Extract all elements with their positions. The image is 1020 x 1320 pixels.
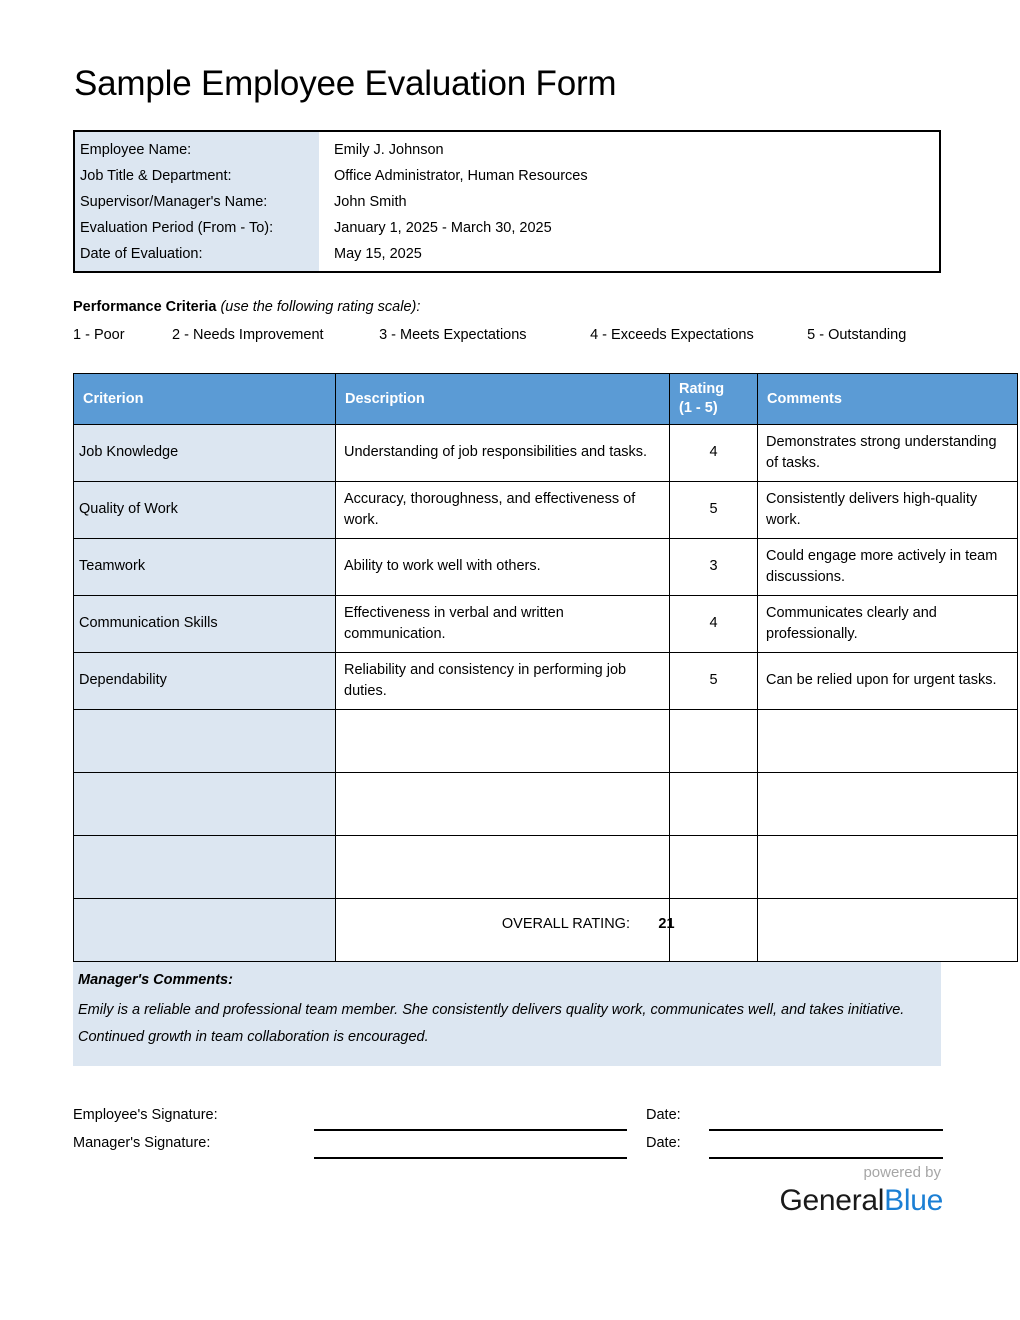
- rating-scale-item-4: 4 - Exceeds Expectations: [590, 327, 754, 343]
- logo-word-blue: Blue: [884, 1184, 943, 1217]
- table-row: [74, 189, 940, 215]
- cell-comments[interactable]: Can be relied upon for urgent tasks.: [758, 653, 1018, 710]
- cell-description[interactable]: Effectiveness in verbal and written communication.: [336, 596, 670, 653]
- cell-description[interactable]: Reliability and consistency in performing job duties.: [336, 653, 670, 710]
- table-row: [74, 215, 940, 241]
- column-header-rating-line2: (1 - 5): [679, 400, 718, 416]
- table-row: [74, 425, 1018, 482]
- rating-scale-legend: [73, 327, 943, 343]
- cell-criterion[interactable]: Quality of Work: [74, 482, 336, 539]
- cell-criterion[interactable]: [74, 836, 336, 899]
- cell-criterion[interactable]: Communication Skills: [74, 596, 336, 653]
- manager-comments-body[interactable]: Emily is a reliable and professional team member. She consistently delivers quality work, communicates well, and takes initiative. Continued growth in team collaboration is encouraged.: [78, 1002, 905, 1045]
- employee-info-body: [74, 131, 940, 272]
- info-label-supervisor-name: Supervisor/Manager's Name:: [74, 189, 319, 215]
- criteria-table-body: [74, 425, 1018, 962]
- performance-criteria-heading: [73, 299, 420, 315]
- cell-description[interactable]: [336, 773, 670, 836]
- performance-criteria-heading-italic: (use the following rating scale):: [216, 299, 421, 315]
- table-row: [74, 773, 1018, 836]
- cell-comments[interactable]: Could engage more actively in team discussions.: [758, 539, 1018, 596]
- table-row: [74, 482, 1018, 539]
- manager-signature-label: Manager's Signature:: [73, 1135, 211, 1151]
- overall-rating-value: 21: [658, 916, 675, 932]
- info-value-job-title[interactable]: Office Administrator, Human Resources: [334, 168, 588, 184]
- cell-rating[interactable]: [670, 710, 758, 773]
- rating-scale-item-3: 3 - Meets Expectations: [379, 327, 527, 343]
- cell-comments[interactable]: Communicates clearly and professionally.: [758, 596, 1018, 653]
- cell-criterion[interactable]: Job Knowledge: [74, 425, 336, 482]
- table-row: [74, 131, 940, 163]
- info-value-supervisor-name[interactable]: John Smith: [334, 194, 407, 210]
- table-row: [74, 163, 940, 189]
- column-header-rating-line1: Rating: [679, 380, 725, 397]
- cell-rating[interactable]: 3: [670, 539, 758, 596]
- cell-comments[interactable]: [758, 710, 1018, 773]
- cell-rating[interactable]: 4: [670, 596, 758, 653]
- info-label-date-of-evaluation: Date of Evaluation:: [74, 241, 319, 272]
- signature-block: [73, 1103, 943, 1165]
- info-label-evaluation-period: Evaluation Period (From - To):: [74, 215, 319, 241]
- rating-scale-item-1: 1 - Poor: [73, 327, 125, 343]
- info-value-date-of-evaluation[interactable]: May 15, 2025: [334, 246, 422, 262]
- powered-by-label: powered by: [863, 1164, 941, 1181]
- column-header-comments: Comments: [758, 374, 1018, 425]
- cell-description[interactable]: Understanding of job responsibilities and tasks.: [336, 425, 670, 482]
- cell-rating[interactable]: 5: [670, 653, 758, 710]
- rating-scale-item-5: 5 - Outstanding: [807, 327, 907, 343]
- cell-rating[interactable]: [670, 773, 758, 836]
- column-header-criterion: Criterion: [74, 374, 336, 425]
- employee-date-line[interactable]: [709, 1129, 943, 1131]
- info-value-employee-name[interactable]: Emily J. Johnson: [334, 142, 444, 158]
- cell-criterion[interactable]: Teamwork: [74, 539, 336, 596]
- cell-comments[interactable]: Consistently delivers high-quality work.: [758, 482, 1018, 539]
- info-value-evaluation-period[interactable]: January 1, 2025 - March 30, 2025: [334, 220, 552, 236]
- table-row: [74, 596, 1018, 653]
- table-row: [74, 539, 1018, 596]
- overall-rating-label: OVERALL RATING:: [501, 916, 630, 932]
- table-row: [74, 710, 1018, 773]
- table-row: [74, 836, 1018, 899]
- cell-description[interactable]: Accuracy, thoroughness, and effectiveness of work.: [336, 482, 670, 539]
- manager-comments-box: [73, 962, 941, 1066]
- column-header-description: Description: [336, 374, 670, 425]
- cell-description[interactable]: [336, 836, 670, 899]
- manager-comments-title: Manager's Comments:: [78, 972, 233, 988]
- employee-info-table: [73, 130, 941, 273]
- manager-date-line[interactable]: [709, 1157, 943, 1159]
- cell-criterion[interactable]: [74, 710, 336, 773]
- cell-rating[interactable]: 4: [670, 425, 758, 482]
- employee-signature-label: Employee's Signature:: [73, 1107, 218, 1123]
- cell-criterion[interactable]: [74, 773, 336, 836]
- cell-description[interactable]: [336, 710, 670, 773]
- cell-rating[interactable]: [670, 836, 758, 899]
- criteria-table-head: [74, 374, 1018, 425]
- criteria-header-row: [74, 374, 1018, 425]
- logo-word-general: General: [779, 1184, 885, 1217]
- rating-scale-item-2: 2 - Needs Improvement: [172, 327, 324, 343]
- cell-comments[interactable]: [758, 773, 1018, 836]
- cell-criterion[interactable]: Dependability: [74, 653, 336, 710]
- cell-comments[interactable]: Demonstrates strong understanding of tasks.: [758, 425, 1018, 482]
- info-label-employee-name: Employee Name:: [74, 131, 319, 163]
- overall-rating-row: [73, 916, 941, 940]
- cell-rating[interactable]: 5: [670, 482, 758, 539]
- cell-description[interactable]: Ability to work well with others.: [336, 539, 670, 596]
- page-title: Sample Employee Evaluation Form: [74, 64, 617, 103]
- cell-comments[interactable]: [758, 836, 1018, 899]
- info-label-job-title: Job Title & Department:: [74, 163, 319, 189]
- manager-signature-line[interactable]: [314, 1157, 627, 1159]
- table-row: [74, 241, 940, 272]
- employee-date-label: Date:: [646, 1107, 681, 1123]
- column-header-rating: [670, 374, 758, 425]
- logo-wordmark: [780, 1186, 944, 1216]
- manager-date-label: Date:: [646, 1135, 681, 1151]
- generalblue-logo: [780, 1165, 944, 1216]
- table-row: [74, 653, 1018, 710]
- performance-criteria-heading-bold: Performance Criteria: [73, 299, 217, 315]
- performance-criteria-table: [73, 373, 1018, 962]
- employee-signature-line[interactable]: [314, 1129, 627, 1131]
